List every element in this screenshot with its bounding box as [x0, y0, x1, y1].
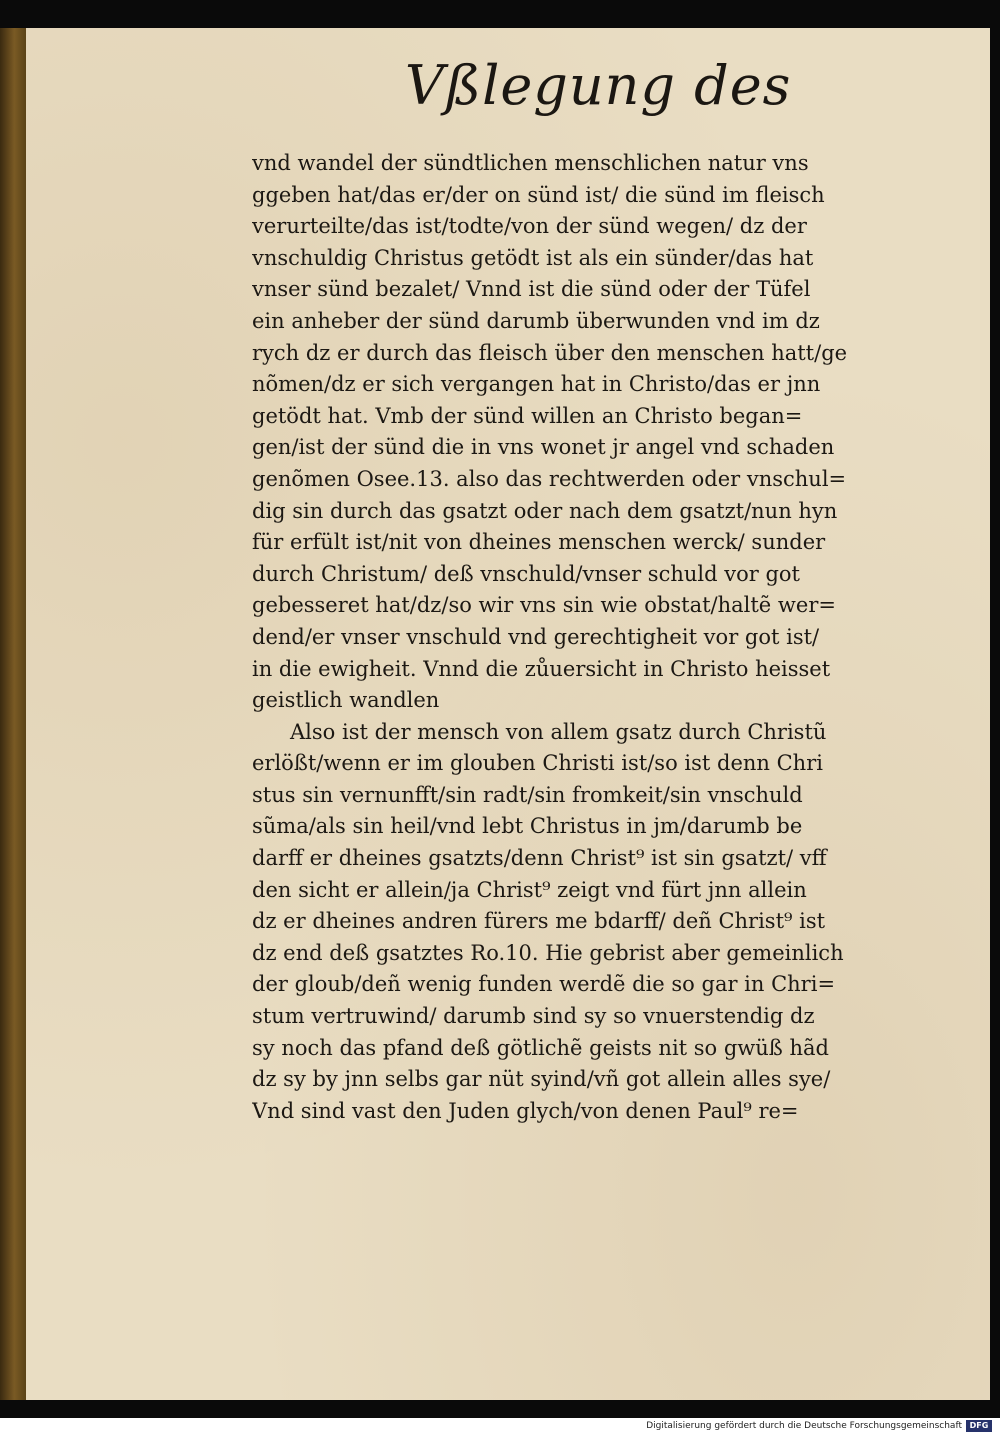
- text-line: dig sin durch das gsatzt oder nach dem gsatzt/nun hyn: [252, 498, 838, 523]
- text-line: genõmen Osee.13. also das rechtwerden oder vnschul=: [252, 466, 847, 491]
- text-line: dz end deß gsatztes Ro.10. Hie gebrist aber gemeinlich: [252, 940, 844, 965]
- text-line: ein anheber der sünd darumb überwunden vnd im dz: [252, 308, 820, 333]
- text-line-paragraph-start: Also ist der mensch von allem gsatz durch Christũ: [290, 719, 827, 744]
- text-line: erlößt/wenn er im glouben Christi ist/so ist denn Chri: [252, 751, 823, 776]
- text-line: geistlich wandlen: [252, 688, 440, 713]
- text-line: stum vertruwind/ darumb sind sy so vnuerstendig dz: [252, 1004, 815, 1029]
- footer-bar: [0, 1418, 1000, 1434]
- text-line: vnd wandel der sündtlichen menschlichen natur vns: [252, 151, 809, 175]
- book-board-edge: [0, 28, 26, 1400]
- text-line: ggeben hat/das er/der on sünd ist/ die sünd im fleisch: [252, 182, 825, 207]
- text-line: sy noch das pfand deß götlichẽ geists nit so gwüß hãd: [252, 1035, 829, 1060]
- text-line: verurteilte/das ist/todte/von der sünd wegen/ dz der: [252, 214, 807, 239]
- text-line: gebesseret hat/dz/so wir vns sin wie obstat/haltẽ wer=: [252, 593, 836, 618]
- text-line: dz sy by jnn selbs gar nüt syind/vñ got allein alles sye/: [252, 1067, 831, 1092]
- dfg-logo: DFG: [966, 1420, 992, 1432]
- text-line: getödt hat. Vmb der sünd willen an Christo began=: [252, 403, 803, 428]
- text-line: rych dz er durch das fleisch über den menschen hatt/ge: [252, 340, 848, 365]
- text-line: für erfült ist/nit von dheines menschen werck/ sunder: [252, 530, 826, 555]
- text-line: sũma/als sin heil/vnd lebt Christus in jm/darumb be: [252, 814, 803, 839]
- text-line: stus sin vernunfft/sin radt/sin fromkeit/sin vnschuld: [252, 782, 803, 807]
- text-line: gen/ist der sünd die in vns wonet jr angel vnd schaden: [252, 435, 835, 460]
- text-line: vnser sünd bezalet/ Vnnd ist die sünd oder der Tüfel: [252, 277, 811, 302]
- text-line: dend/er vnser vnschuld vnd gerechtigheit vor got ist/: [252, 624, 820, 649]
- text-line: darff er dheines gsatzts/denn Christ⁹ ist sin gsatzt/ vff: [252, 846, 827, 871]
- text-line: in die ewigheit. Vnnd die zůuersicht in Christo heisset: [252, 656, 831, 681]
- text-line: der gloub/deñ wenig funden werdẽ die so gar in Chri=: [252, 972, 836, 997]
- text-line: nõmen/dz er sich vergangen hat in Christo/das er jnn: [252, 372, 821, 397]
- funding-credit: Digitalisierung gefördert durch die Deutsche Forschungsgemeinschaft: [646, 1421, 962, 1431]
- text-line: vnschuldig Christus getödt ist als ein sünder/das hat: [252, 245, 814, 270]
- text-line: den sicht er allein/ja Christ⁹ zeigt vnd fürt jnn allein: [252, 877, 807, 902]
- text-line: Vnd sind vast den Juden glych/von denen Paul⁹ re=: [252, 1098, 799, 1123]
- text-line: durch Christum/ deß vnschuld/vnser schuld vor got: [252, 561, 800, 586]
- page-text: [252, 148, 942, 1127]
- running-heading: Vßlegung des: [405, 54, 792, 117]
- text-line: dz er dheines andren fürers me bdarff/ deñ Christ⁹ ist: [252, 909, 826, 934]
